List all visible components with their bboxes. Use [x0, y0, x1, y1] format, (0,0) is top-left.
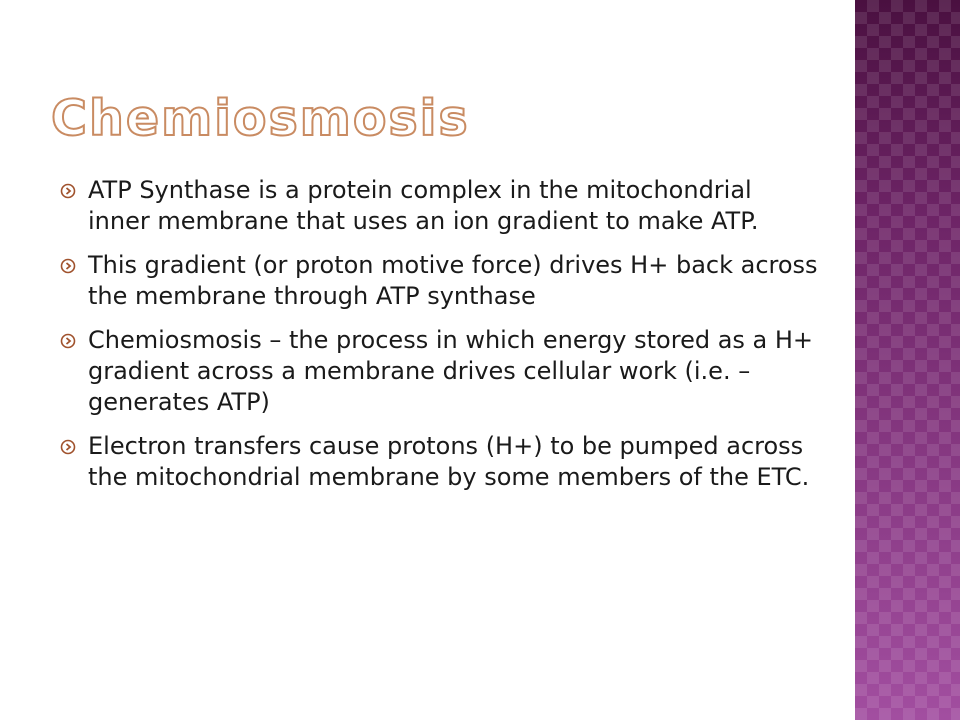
bullet-item: [60, 431, 820, 493]
bullet-item: [60, 250, 820, 312]
bullet-text: This gradient (or proton motive force) drives H+ back across the membrane through ATP synthase: [88, 251, 818, 310]
circle-arrow-bullet-icon: [60, 431, 88, 462]
circle-arrow-bullet-icon: [60, 175, 88, 206]
bullet-text: Electron transfers cause protons (H+) to be pumped across the mitochondrial membrane by some members of the ETC.: [88, 432, 810, 491]
bullet-text: Chemiosmosis – the process in which energy stored as a H+ gradient across a membrane drives cellular work (i.e. – generates ATP): [88, 326, 814, 416]
bullet-list: [60, 175, 820, 506]
decorative-side-panel: [855, 0, 960, 720]
bullet-item: [60, 325, 820, 418]
circle-arrow-bullet-icon: [60, 325, 88, 356]
bullet-item: [60, 175, 820, 237]
bullet-text: ATP Synthase is a protein complex in the mitochondrial inner membrane that uses an ion gradient to make ATP.: [88, 176, 759, 235]
circle-arrow-bullet-icon: [60, 250, 88, 281]
slide-title: Chemiosmosis: [51, 90, 470, 147]
